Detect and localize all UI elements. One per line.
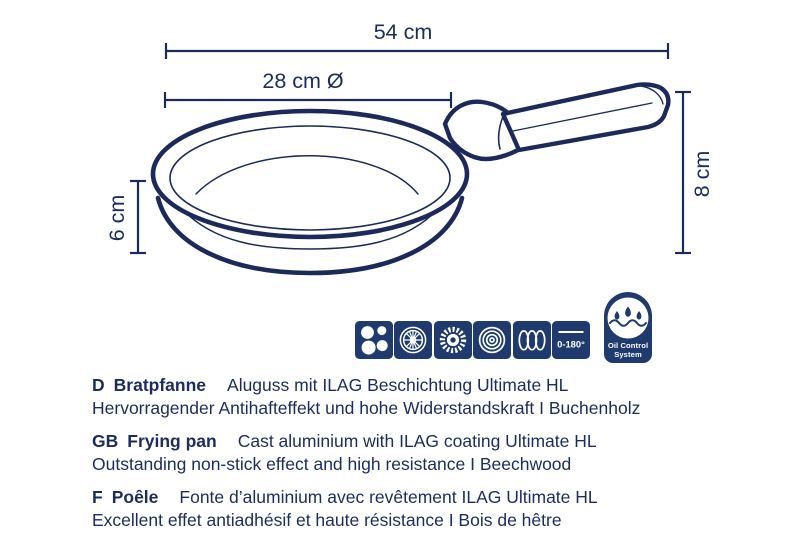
electric-hotplate-glyph: [394, 321, 432, 359]
oven-temperature-label: 0-180°: [557, 338, 585, 350]
pan-drawing: [153, 111, 467, 273]
label-handle-height: 8 cm: [690, 150, 714, 198]
induction-coil-icon: [513, 321, 551, 359]
label-diameter: 28 cm Ø: [262, 69, 344, 93]
four-zone-hob-icon: [355, 321, 393, 359]
description-entry-gb: [92, 430, 752, 476]
language-code: GB: [92, 431, 119, 451]
pan-rim-outer: [153, 111, 467, 237]
pan-handle: [445, 84, 668, 159]
oven-temperature-icon: [552, 321, 590, 359]
description-line1: [92, 430, 752, 453]
description-entry-de: [92, 374, 752, 420]
radiant-spiral-icon: [473, 321, 511, 359]
dimension-handle-height: [675, 92, 691, 253]
dimension-diameter: [165, 92, 451, 108]
product-name: Frying pan: [127, 431, 217, 451]
description-line2: Outstanding non-stick effect and high resistance I Beechwood: [92, 454, 572, 474]
product-descriptions: [92, 374, 752, 542]
oil-control-glyph: [604, 295, 652, 342]
four-zone-hob-glyph: [355, 321, 393, 359]
description-line2: Hervorragender Antihafteffekt und hohe Widerstandskraft I Buchenholz: [92, 398, 641, 418]
description-line1: [92, 374, 752, 397]
hob-suitability-icons: [355, 321, 590, 359]
label-body-height: 6 cm: [105, 194, 129, 242]
radiant-spiral-glyph: [473, 321, 511, 359]
language-code: D: [92, 375, 105, 395]
label-overall-length: 54 cm: [373, 20, 433, 44]
oil-control-label-line2: System: [614, 349, 642, 359]
dimension-body-height: [130, 181, 146, 253]
oven-temperature-glyph: [552, 321, 590, 359]
oil-control-system-badge: [604, 292, 652, 363]
induction-coil-glyph: [513, 321, 551, 359]
product-name: Bratpfanne: [113, 375, 207, 395]
dimension-overall-length: [166, 43, 668, 59]
electric-hotplate-icon: [394, 321, 432, 359]
product-name: Poêle: [111, 487, 159, 507]
product-desc: Cast aluminium with ILAG coating Ultimate HL: [237, 431, 597, 451]
description-line2: Excellent effet antiadhésif et haute résistance I Bois de hêtre: [92, 510, 562, 530]
handle-shaft: [503, 84, 668, 150]
product-desc: Aluguss mit ILAG Beschichtung Ultimate HL: [227, 375, 569, 395]
gas-burner-glyph: [434, 321, 472, 359]
description-entry-fr: [92, 486, 752, 532]
gas-burner-icon: [434, 321, 472, 359]
description-line1: [92, 486, 752, 509]
language-code: F: [92, 487, 103, 507]
oil-control-label-line1: Oil Control: [607, 341, 649, 350]
product-desc: Fonte d’aluminium avec revêtement ILAG Ultimate HL: [179, 487, 598, 507]
